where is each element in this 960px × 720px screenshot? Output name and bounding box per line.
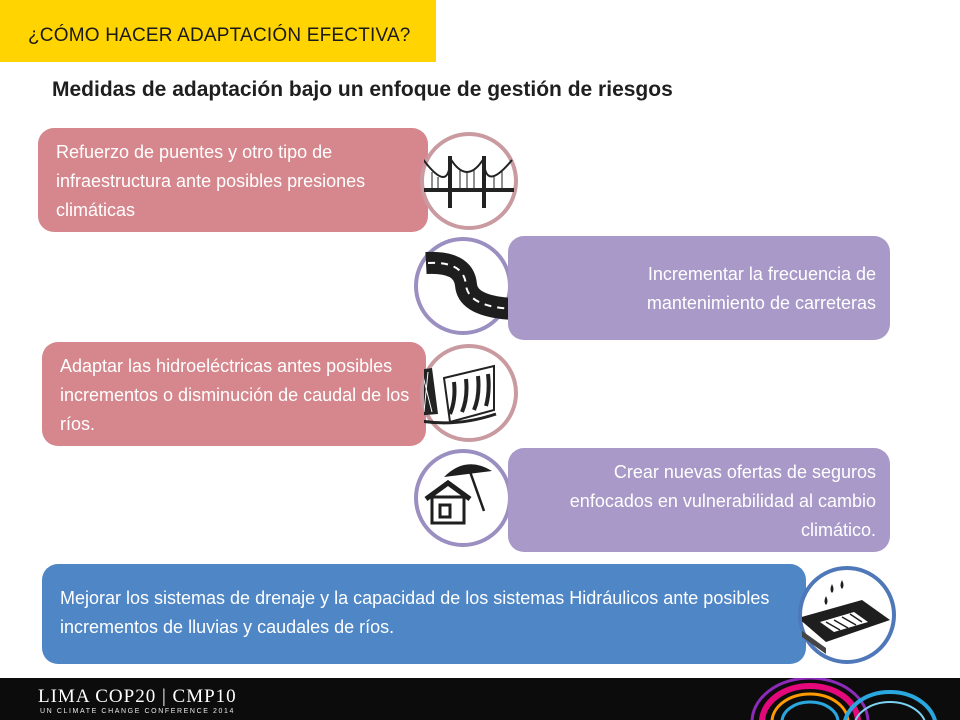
footer-tagline: UN CLIMATE CHANGE CONFERENCE 2014 xyxy=(40,708,236,715)
footer-brand: LIMA COP20 | CMP10 xyxy=(38,686,237,707)
page-subtitle: Medidas de adaptación bajo un enfoque de gestión de riesgos xyxy=(52,78,673,101)
measure-card-drainage xyxy=(42,564,806,664)
cop20-logo-rings-icon xyxy=(740,678,960,720)
title-banner xyxy=(0,0,436,62)
hydroelectric-dam-icon xyxy=(424,348,514,438)
measure-circle-bridges xyxy=(420,132,518,230)
measure-text: Crear nuevas ofertas de seguros enfocados en vulnerabilidad al cambio climático. xyxy=(569,462,876,540)
measure-text: Adaptar las hidroeléctricas antes posibles incrementos o disminución de caudal de los ríos. xyxy=(60,356,410,434)
bridge-icon xyxy=(424,136,514,226)
measure-text: Refuerzo de puentes y otro tipo de infraestructura ante posibles presiones climáticas xyxy=(56,142,366,220)
measure-card-roads xyxy=(508,236,890,340)
measure-card-insurance xyxy=(508,448,890,552)
measure-circle-hydroelectric xyxy=(420,344,518,442)
measure-text: Mejorar los sistemas de drenaje y la capacidad de los sistemas Hidráulicos ante posibles incrementos de lluvias y caudales de ríos. xyxy=(60,588,770,637)
banner-title: ¿CÓMO HACER ADAPTACIÓN EFECTIVA? xyxy=(28,25,411,46)
drainage-rain-icon xyxy=(802,570,892,660)
road-icon xyxy=(418,241,508,331)
measure-card-bridges xyxy=(38,128,428,232)
footer-bar xyxy=(0,678,960,720)
measure-card-hydroelectric xyxy=(42,342,426,446)
measure-circle-insurance xyxy=(414,449,512,547)
insured-house-umbrella-icon xyxy=(418,453,508,543)
measure-text: Incrementar la frecuencia de mantenimiento de carreteras xyxy=(646,264,876,313)
measure-circle-roads xyxy=(414,237,512,335)
measure-circle-drainage xyxy=(798,566,896,664)
